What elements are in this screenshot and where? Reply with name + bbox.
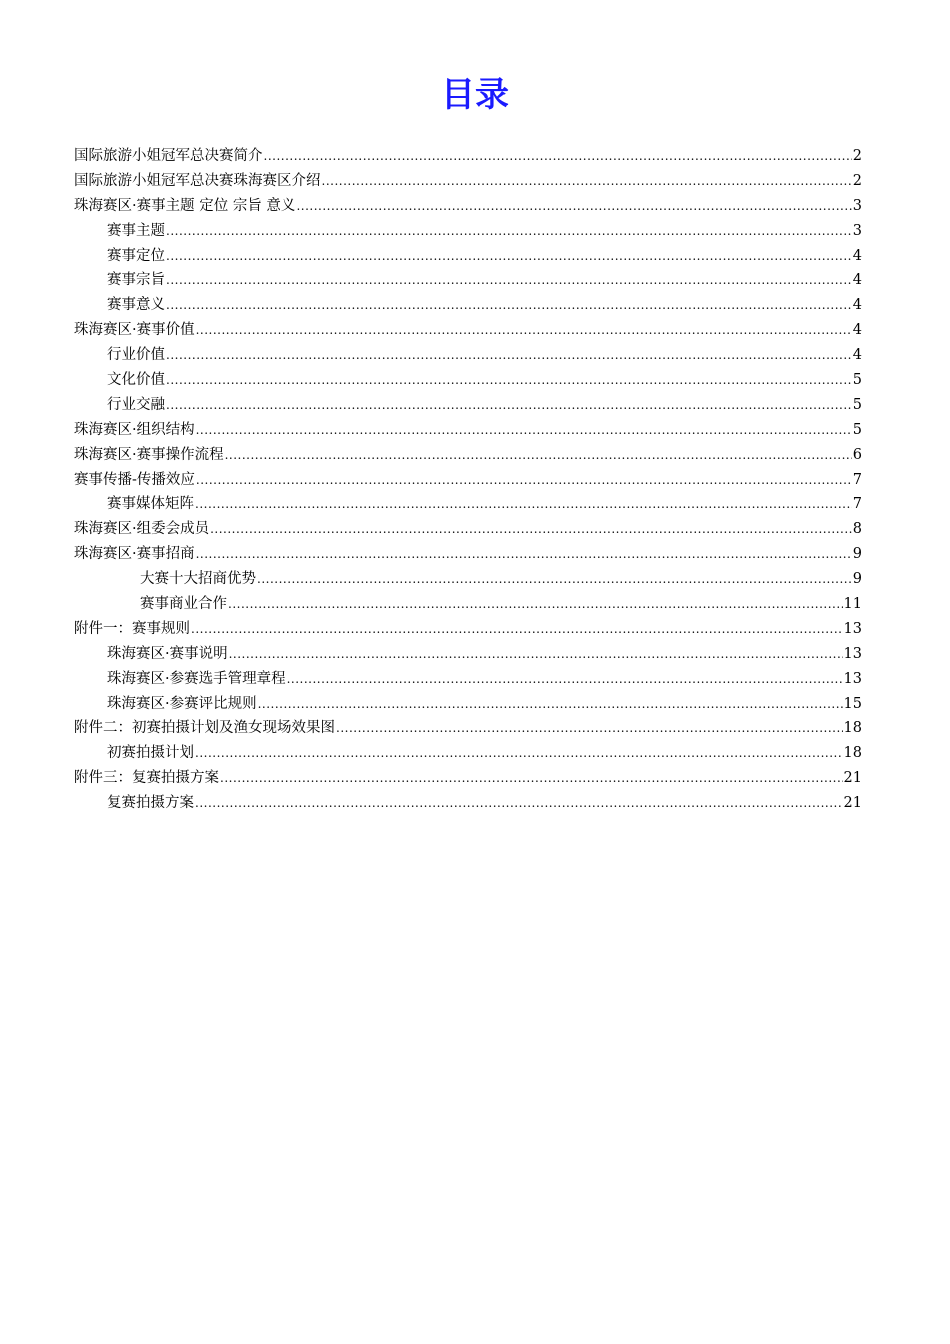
toc-entry[interactable] (74, 144, 862, 169)
toc-entry-page-number: 15 (843, 695, 862, 712)
toc-dot-leader (191, 617, 843, 642)
toc-dot-leader (258, 692, 843, 717)
toc-entry-page-number: 4 (852, 297, 862, 314)
toc-entry-label: 附件三：复赛拍摄方案 (74, 770, 219, 787)
toc-dot-leader (166, 268, 852, 293)
toc-dot-leader (287, 667, 843, 692)
toc-dot-leader (220, 766, 843, 791)
toc-entry[interactable] (74, 567, 862, 592)
toc-entry-page-number: 3 (852, 197, 862, 214)
toc-entry[interactable] (74, 368, 862, 393)
toc-entry[interactable] (74, 194, 862, 219)
toc-entry[interactable] (74, 343, 862, 368)
toc-dot-leader (196, 418, 852, 443)
toc-dot-leader (195, 492, 852, 517)
toc-entry-label: 初赛拍摄计划 (107, 745, 194, 762)
toc-entry[interactable] (74, 492, 862, 517)
toc-entry-page-number: 13 (843, 670, 862, 687)
toc-dot-leader (166, 244, 852, 269)
toc-dot-leader (166, 219, 852, 244)
toc-entry-label: 复赛拍摄方案 (107, 795, 194, 812)
toc-entry[interactable] (74, 692, 862, 717)
toc-entry[interactable] (74, 418, 862, 443)
toc-entry-page-number: 9 (852, 571, 862, 588)
table-of-contents (74, 144, 862, 816)
toc-dot-leader (166, 393, 852, 418)
toc-entry-label: 珠海赛区·赛事招商 (74, 546, 195, 563)
toc-entry-page-number: 7 (852, 471, 862, 488)
toc-entry-page-number: 13 (843, 620, 862, 637)
toc-entry-label: 赛事意义 (107, 297, 165, 314)
toc-entry-page-number: 21 (843, 770, 862, 787)
toc-dot-leader (264, 144, 852, 169)
toc-entry-page-number: 3 (852, 222, 862, 239)
toc-entry[interactable] (74, 592, 862, 617)
toc-entry[interactable] (74, 667, 862, 692)
toc-entry[interactable] (74, 716, 862, 741)
toc-dot-leader (229, 642, 843, 667)
toc-entry-page-number: 8 (852, 521, 862, 538)
toc-entry[interactable] (74, 443, 862, 468)
toc-entry[interactable] (74, 169, 862, 194)
toc-dot-leader (257, 567, 852, 592)
toc-entry-label: 珠海赛区·参赛评比规则 (107, 695, 257, 712)
toc-entry[interactable] (74, 468, 862, 493)
toc-entry-page-number: 4 (852, 347, 862, 364)
toc-entry-page-number: 9 (852, 546, 862, 563)
toc-entry-page-number: 21 (843, 795, 862, 812)
toc-entry-page-number: 5 (852, 396, 862, 413)
toc-entry-label: 赛事主题 (107, 222, 165, 239)
toc-entry[interactable] (74, 219, 862, 244)
toc-entry[interactable] (74, 393, 862, 418)
toc-entry-label: 行业价值 (107, 347, 165, 364)
toc-entry-page-number: 2 (852, 148, 862, 164)
toc-entry-page-number: 2 (852, 172, 862, 189)
toc-entry-label: 附件二：初赛拍摄计划及渔女现场效果图 (74, 720, 335, 737)
toc-dot-leader (228, 592, 843, 617)
toc-entry-page-number: 4 (852, 247, 862, 264)
toc-dot-leader (336, 716, 843, 741)
toc-entry-page-number: 11 (843, 596, 862, 613)
toc-entry-label: 赛事宗旨 (107, 272, 165, 289)
toc-entry[interactable] (74, 244, 862, 269)
toc-entry-page-number: 13 (843, 645, 862, 662)
toc-dot-leader (196, 542, 852, 567)
toc-entry-page-number: 5 (852, 421, 862, 438)
toc-dot-leader (196, 318, 852, 343)
toc-entry-label: 珠海赛区·赛事价值 (74, 322, 195, 339)
toc-entry[interactable] (74, 542, 862, 567)
toc-entry-label: 珠海赛区·赛事说明 (107, 645, 228, 662)
toc-entry-label: 文化价值 (107, 372, 165, 389)
toc-entry-label: 赛事媒体矩阵 (107, 496, 194, 513)
toc-entry[interactable] (74, 791, 862, 816)
toc-entry-label: 珠海赛区·组织结构 (74, 421, 195, 438)
toc-entry-page-number: 4 (852, 272, 862, 289)
page-title: 目录 (441, 75, 509, 115)
toc-entry[interactable] (74, 268, 862, 293)
toc-entry-page-number: 6 (852, 446, 862, 463)
toc-dot-leader (166, 368, 852, 393)
toc-entry[interactable] (74, 617, 862, 642)
toc-entry[interactable] (74, 642, 862, 667)
toc-entry-label: 珠海赛区·组委会成员 (74, 521, 210, 538)
toc-entry-label: 珠海赛区·参赛选手管理章程 (107, 670, 286, 687)
toc-entry-label: 赛事商业合作 (140, 596, 227, 613)
toc-dot-leader (225, 443, 852, 468)
toc-entry-label: 珠海赛区·赛事操作流程 (74, 446, 224, 463)
toc-entry-page-number: 18 (843, 745, 862, 762)
toc-entry[interactable] (74, 766, 862, 791)
toc-dot-leader (166, 343, 852, 368)
toc-entry-label: 珠海赛区·赛事主题 定位 宗旨 意义 (74, 197, 296, 214)
toc-dot-leader (296, 194, 851, 219)
toc-entry[interactable] (74, 293, 862, 318)
toc-entry-label: 行业交融 (107, 396, 165, 413)
toc-entry-page-number: 5 (852, 372, 862, 389)
toc-entry[interactable] (74, 517, 862, 542)
toc-dot-leader (196, 468, 852, 493)
toc-entry-label: 国际旅游小姐冠军总决赛简介 (74, 148, 263, 164)
toc-entry[interactable] (74, 318, 862, 343)
toc-entry-label: 附件一：赛事规则 (74, 620, 190, 637)
toc-entry-page-number: 18 (843, 720, 862, 737)
toc-entry-page-number: 7 (852, 496, 862, 513)
toc-entry-label: 大赛十大招商优势 (140, 571, 256, 588)
toc-dot-leader (195, 741, 843, 766)
toc-entry-page-number: 4 (852, 322, 862, 339)
toc-entry-label: 赛事传播-传播效应 (74, 471, 195, 488)
toc-entry[interactable] (74, 741, 862, 766)
toc-dot-leader (195, 791, 843, 816)
toc-entry-label: 赛事定位 (107, 247, 165, 264)
toc-dot-leader (166, 293, 852, 318)
toc-entry-label: 国际旅游小姐冠军总决赛珠海赛区介绍 (74, 172, 321, 189)
toc-dot-leader (322, 169, 852, 194)
toc-dot-leader (210, 517, 852, 542)
